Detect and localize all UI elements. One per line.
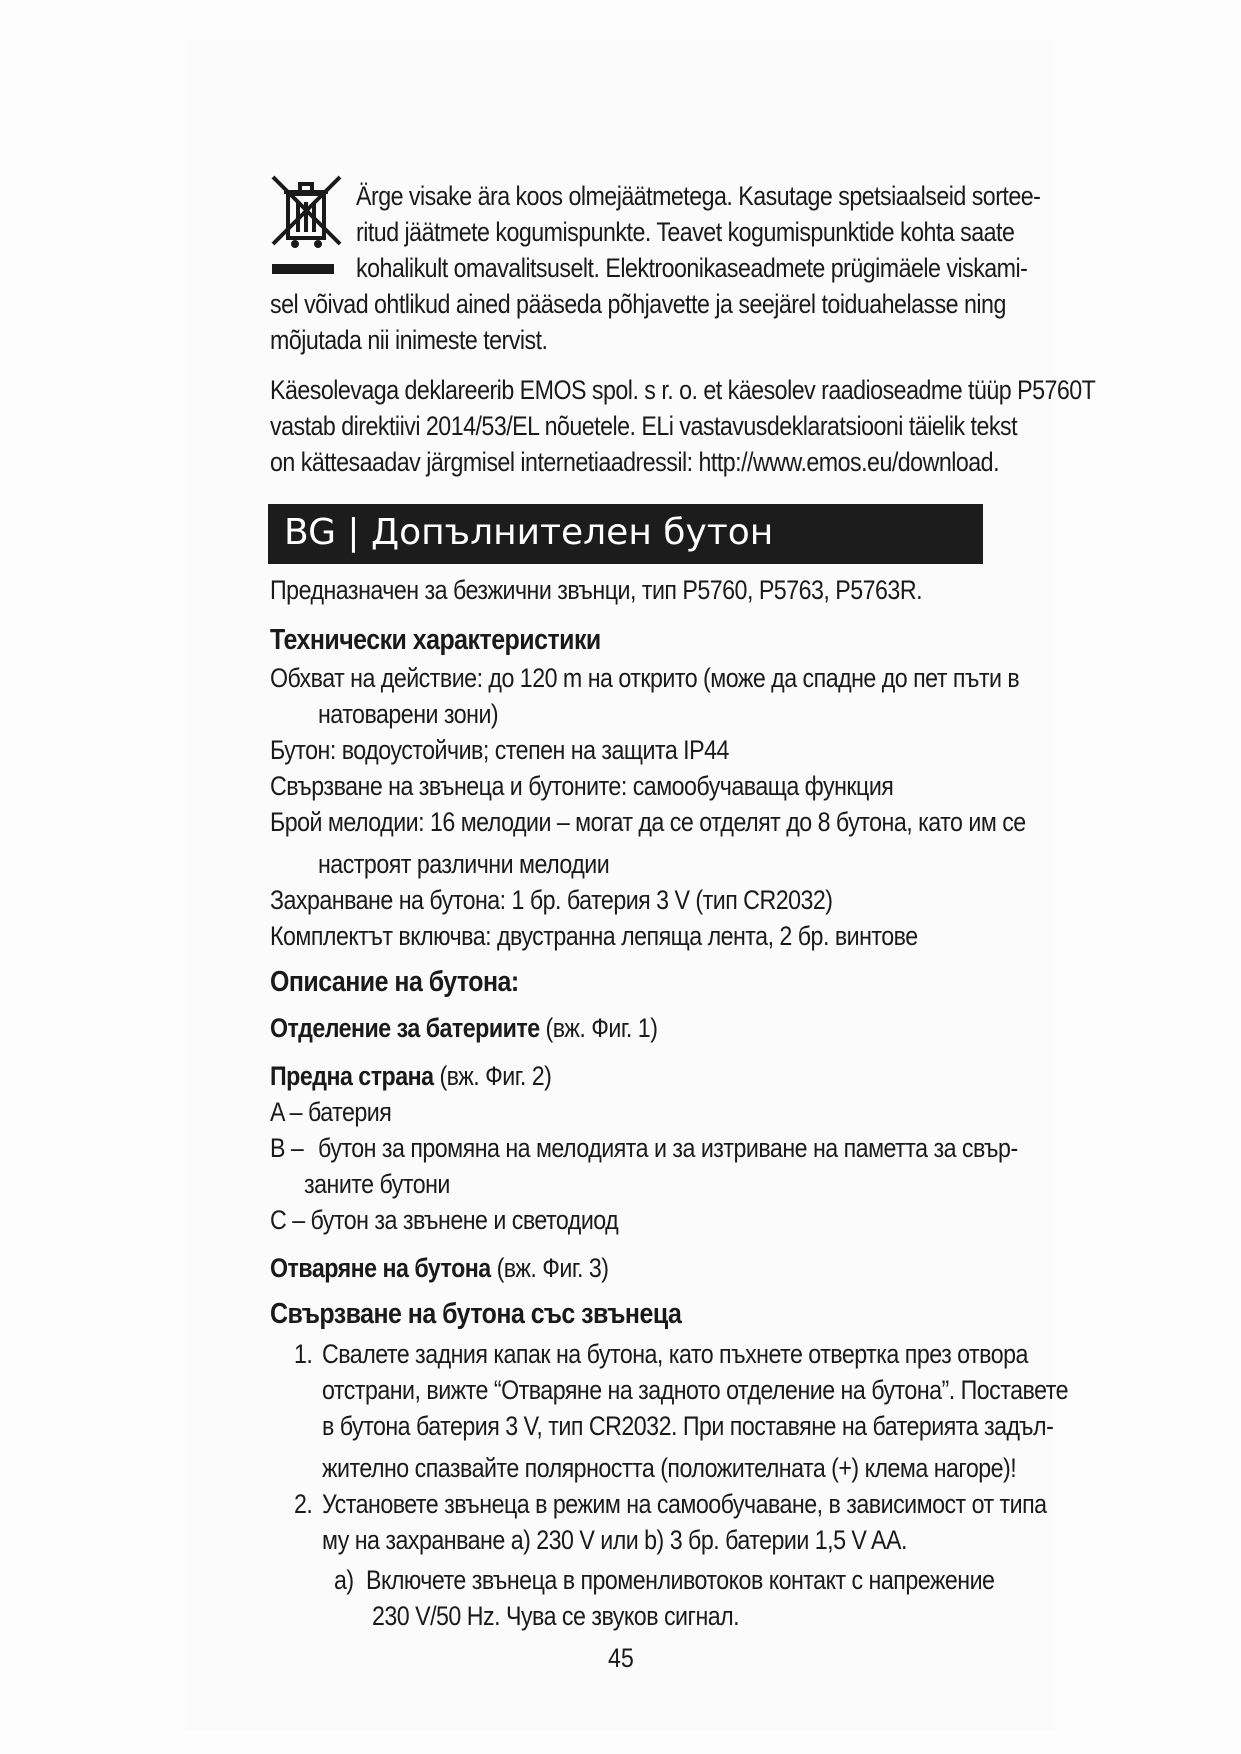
declaration-line-1: Käesolevaga deklareerib EMOS spol. s r. o. et käesolev raadioseadme tüüp P5760T	[270, 375, 1096, 405]
item-b-line-1: бутон за промяна на мелодията и за изтриване на паметта за свър-	[318, 1133, 1018, 1163]
section-title-bar	[268, 504, 983, 564]
tech-melodies-1: Брой мелодии: 16 мелодии – могат да се отделят до 8 бутона, като им се	[270, 807, 1026, 837]
step-1-line-2: отстрани, вижте “Отваряне на задното отделение на бутона”. Поставете	[322, 1375, 1068, 1405]
page-number: 45	[608, 1643, 634, 1673]
declaration-line-3: on kättesaadav järgmisel internetiaadressil: http://www.emos.eu/download.	[270, 447, 1000, 477]
step-2-line-1: Установете звънеца в режим на самообучаване, в зависимост от типа	[322, 1489, 1047, 1519]
item-b-line-2: заните бутони	[304, 1169, 450, 1199]
opening-ref: (вж. Фиг. 3)	[490, 1253, 609, 1283]
tech-button: Бутон: водоустойчив; степен на защита IP44	[270, 735, 729, 765]
step-a-label: a)	[334, 1565, 354, 1595]
step-a-line-1: Включете звънеца в променливотоков контакт с напрежение	[366, 1565, 995, 1595]
step-a-line-2: 230 V/50 Hz. Чува се звуков сигнал.	[372, 1601, 740, 1631]
tech-range-1: Обхват на действие: до 120 m на открито (може да спадне до пет пъти в	[270, 663, 1020, 693]
crossed-out-bin-icon	[268, 172, 348, 282]
disposal-line-1: Ärge visake ära koos olmejäätmetega. Kasutage spetsiaalseid sortee-	[356, 181, 1041, 211]
tech-pairing: Свързване на звънеца и бутоните: самообучаваща функция	[270, 771, 894, 801]
item-b-label: B –	[270, 1133, 304, 1163]
disposal-line-5: mõjutada nii inimeste tervist.	[270, 325, 548, 355]
front-side-ref: (вж. Фиг. 2)	[433, 1061, 552, 1091]
tech-heading: Технически характеристики	[270, 624, 601, 656]
opening-label: Отваряне на бутона	[270, 1253, 491, 1283]
battery-compartment-line	[270, 1010, 657, 1046]
battery-compartment-ref: (вж. Фиг. 1)	[539, 1013, 658, 1043]
tech-melodies-2: настроят различни мелодии	[318, 849, 610, 879]
item-c: C – бутон за звънене и светодиод	[270, 1205, 619, 1235]
tech-range-2: натоварени зони)	[318, 699, 499, 729]
step-1-number: 1.	[294, 1339, 313, 1369]
step-1-line-4: жително спазвайте полярността (положителната (+) клема нагоре)!	[322, 1453, 1017, 1483]
battery-compartment-label: Отделение за батериите	[270, 1013, 540, 1043]
step-1-line-1: Свалете задния капак на бутона, като пъхнете отвертка през отвора	[322, 1339, 1028, 1369]
section-title: BG | Допълнителен бутон	[284, 512, 774, 553]
item-a: A – батерия	[270, 1097, 392, 1127]
step-1-line-3: в бутона батерия 3 V, тип CR2032. При поставяне на батерията задъл-	[322, 1411, 1054, 1441]
step-2-line-2: му на захранване a) 230 V или b) 3 бр. батерии 1,5 V AA.	[322, 1525, 907, 1555]
disposal-line-3: kohalikult omavalitsuselt. Elektroonikaseadmete prügimäele viskami-	[356, 253, 1028, 283]
disposal-line-4: sel võivad ohtlikud ained pääseda põhjavette ja seejärel toiduahelasse ning	[270, 289, 1006, 319]
front-side-label: Предна страна	[270, 1061, 434, 1091]
intro-text: Предназначен за безжични звънци, тип P5760, P5763, P5763R.	[270, 575, 923, 605]
front-side-line	[270, 1058, 551, 1094]
opening-line	[270, 1250, 608, 1286]
disposal-line-2: ritud jäätmete kogumispunkte. Teavet kogumispunktide kohta saate	[356, 217, 1015, 247]
step-2-number: 2.	[294, 1489, 313, 1519]
description-heading: Описание на бутона:	[270, 966, 519, 998]
tech-kit: Комплектът включва: двустранна лепяща лента, 2 бр. винтове	[270, 921, 918, 951]
declaration-line-2: vastab direktiivi 2014/53/EL nõuetele. ELi vastavusdeklaratsiooni täielik tekst	[270, 411, 1018, 441]
connect-heading: Свързване на бутона със звънеца	[270, 1298, 682, 1330]
tech-power: Захранване на бутона: 1 бр. батерия 3 V (тип CR2032)	[270, 885, 833, 915]
